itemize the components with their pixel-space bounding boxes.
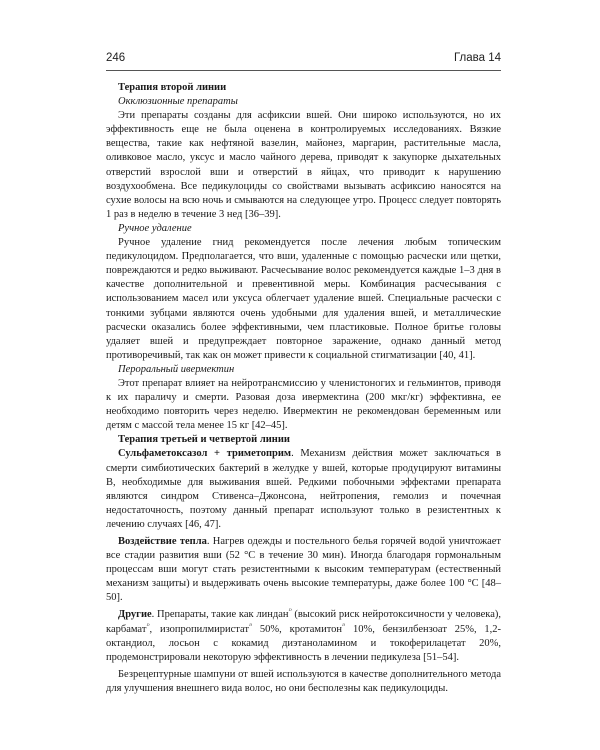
subsection-heading: Окклюзионные препараты — [118, 96, 238, 108]
paragraph-body: . Механизм действия может заключаться в смерти симбиотических бактерий в желудке у вшей, которые продуцируют витамины B, необходимые для выживания вшей. Редкими побочными эффектами препарата являются синдром Стивенса–Джонсона, нейтропения, гемолиз и почечная недостаточность, поэтому данный препарат используют только в резистентных к лечению случаях [46, 47]. — [106, 448, 501, 530]
paragraph: Другие. Препараты, такие как линдан$^ᴰ$ (высокий риск нейротоксичности у человека), карбамат$^ᴰ$, изопропилмиристат$^ᴰ$ 50%, кротамитон$^ᴰ$ 10%, бензилбензоат 25%, 1,2-октандиол, лосьон с кокамид диэтаноламином и токоферилацетат 20%, продемонстрировали некоторую эффективность в лечении педикулеза [51–54]. — [106, 607, 502, 663]
paragraph: Эти препараты созданы для асфиксии вшей. Они широко используются, но их эффективность еще не была оценена в контролируемых исследованиях. Вязкие вещества, такие как нефтяной вазелин, майонез, маргарин, растительные масла, оливковое масло, уксус и масло чайного дерева, приводят к закупорке дыхательных отверстий взрослой вши и отверстий в яйцах, что приводит к нарушению воздухообмена. Все педикулоциды со свойствами вызывать асфиксию наносятся на сухие волосы на всю ночь и смываются на следующее утро. Процесс следует повторять 1 раз в неделю в течение 3 нед [36–39]. — [106, 110, 501, 220]
paragraph-lead: Воздействие тепла — [118, 536, 207, 547]
paragraph-lead: Другие — [118, 609, 152, 621]
paragraph — [106, 535, 501, 605]
section-heading: Терапия второй линии — [118, 82, 227, 93]
registered-mark: ᴰ — [288, 607, 292, 615]
paragraph: Этот препарат влияет на нейротрансмиссию у членистоногих и гельминтов, приводя к их параличу и смерти. Разовая доза ивермектина (200 мкг/кг) эффективна, ее необходимо повторить через неделю. Ивермектин не рекомендован беременным или детям с массой тела менее 15 кг [42–45]. — [106, 377, 501, 432]
page-number: 246 — [106, 52, 126, 64]
body-text — [106, 81, 501, 696]
chapter-title: Глава 14 — [453, 52, 501, 64]
section-heading: Терапия третьей и четвертой линии — [118, 434, 290, 446]
registered-mark: ᴰ — [249, 622, 253, 630]
paragraph — [106, 447, 501, 532]
registered-mark: ᴰ — [146, 622, 150, 630]
subsection-heading: Ручное удаление — [118, 222, 192, 234]
subsection-heading: Пероральный ивермектин — [118, 363, 235, 375]
paragraph: Ручное удаление гнид рекомендуется после лечения любым топическим педикулоцидом. Предполагается, что вши, удаленные с помощью расчески или щетки, повреждаются и редко выживают. Расчесывание волос рекомендуется каждые 1–3 дня в качестве дополнительной и превентивной меры. Комбинация расчесывания с использованием масел или уксуса облегчает удаление вшей. Специальные расчески с тонкими зубцами являются очень удобными для удаления вшей, и металлические расчески оказались более эффективными, чем пластиковые. Полное бритье головы удаляет вшей и предупреждает повторное заражение, однако данный метод противоречивый, так как он может привести к социальной стигматизации [40, 41]. — [106, 237, 501, 361]
paragraph-body: . Нагрев одежды и постельного белья горячей водой уничтожает все стадии развития вши (52 °C в течение 30 мин). Иногда благодаря гормональным процессам вши могут стать резистентными к высоким температурам (естественный механизм защиты) и выдерживать очень высокие температуры, даже более 100 °C [48–50]. — [106, 536, 501, 604]
page-header — [106, 52, 501, 71]
paragraph: Безрецептурные шампуни от вшей используются в качестве дополнительного метода для улучшения внешнего вида волос, но они бесполезны как педикулоциды. — [106, 668, 501, 694]
paragraph-lead: Сульфаметоксазол + триметоприм — [118, 448, 292, 460]
registered-mark: ᴰ — [342, 622, 346, 630]
